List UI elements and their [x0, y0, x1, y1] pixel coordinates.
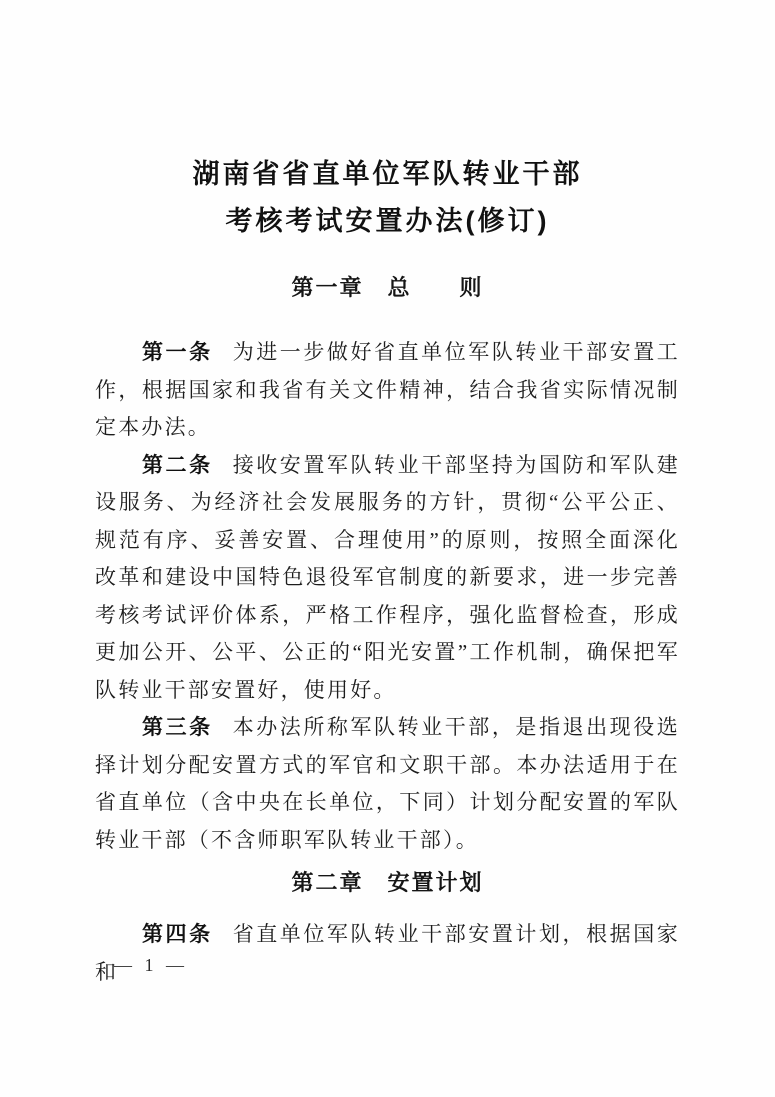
article-3-text: 本办法所称军队转业干部，是指退出现役选择计划分配安置方式的军官和文职干部。本办法适用于在省直单位（含中央在长单位，下同）计划分配安置的军队转业干部（不含师职军队转业干部）。 — [95, 715, 680, 852]
article-3-label: 第三条 — [142, 716, 213, 739]
article-2-text: 接收安置军队转业干部坚持为国防和军队建设服务、为经济社会发展服务的方针，贯彻“公平公正、规范有序、妥善安置、合理使用”的原则，按照全面深化改革和建设中国特色退役军官制度的新要求，进一步完善考核考试评价体系，严格工作程序，强化监督检查，形成更加公开、公平、公正的“阳光安置”工作机制，确保把军队转业干部安置好，使用好。 — [95, 452, 680, 702]
chapter-2-heading: 第二章 安置计划 — [291, 870, 484, 895]
article-3 — [95, 709, 680, 859]
document-title-line1: 湖南省省直单位军队转业干部 — [192, 159, 583, 189]
article-2 — [95, 447, 680, 710]
article-1 — [95, 334, 680, 447]
document-title — [95, 0, 680, 245]
article-4-label: 第四条 — [142, 923, 213, 946]
page-number: — 1 — — [114, 955, 188, 975]
article-2-label: 第二条 — [142, 453, 213, 477]
chapter-1-heading: 第一章 总 则 — [291, 275, 484, 300]
article-1-label: 第一条 — [142, 341, 213, 364]
article-4-text: 省直单位军队转业干部安置计划，根据国家和 — [95, 922, 680, 984]
document-title-line2: 考核考试安置办法(修订) — [225, 206, 550, 236]
article-4 — [95, 916, 680, 991]
article-1-text: 为进一步做好省直单位军队转业干部安置工作，根据国家和我省有关文件精神，结合我省实际情况制定本办法。 — [95, 340, 680, 439]
